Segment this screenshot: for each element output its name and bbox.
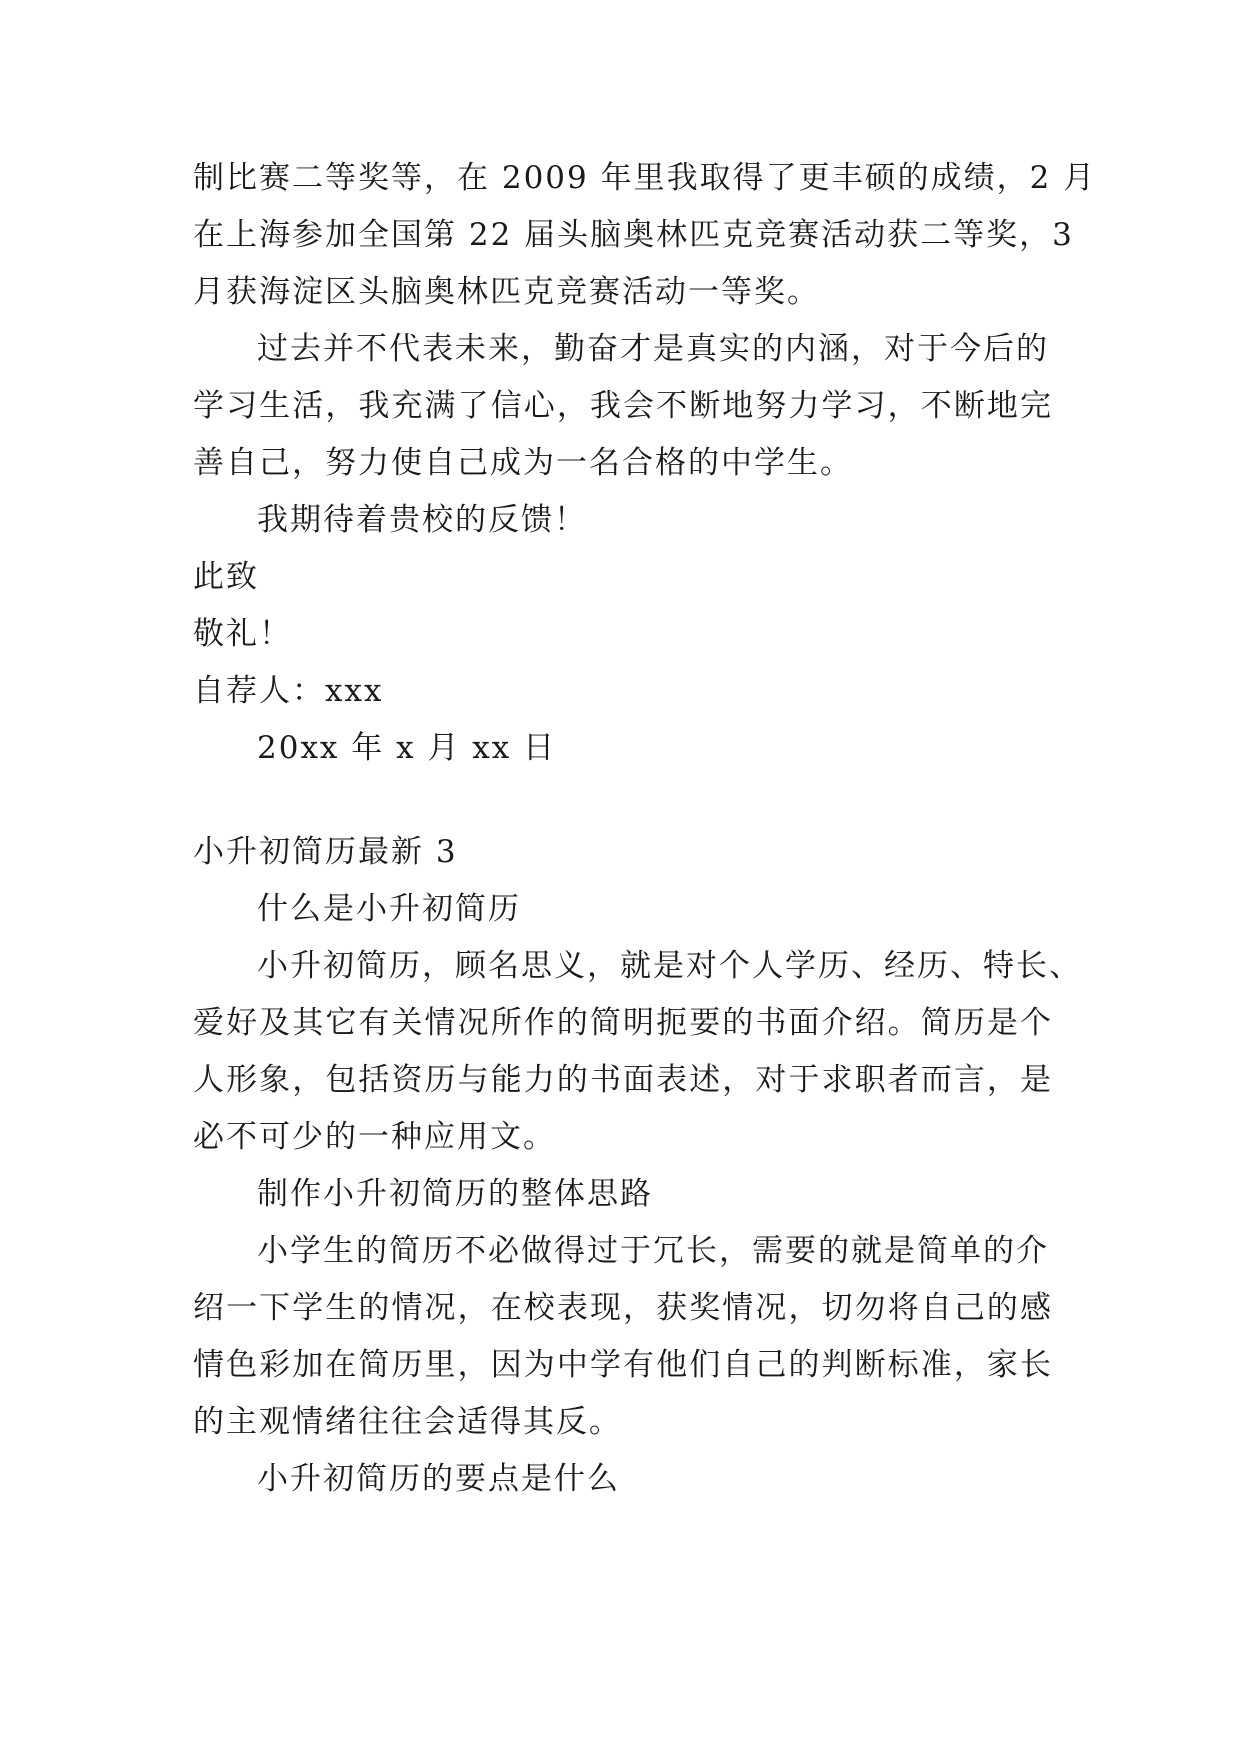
paragraph-line: 在上海参加全国第 22 届头脑奥林匹克竞赛活动获二等奖，3 [193, 217, 1074, 253]
closing-salutation: 此致 [193, 559, 259, 595]
paragraph-line: 爱好及其它有关情况所作的简明扼要的书面介绍。简历是个 [193, 1005, 1053, 1041]
paragraph-line: 制比赛二等奖等，在 2009 年里我取得了更丰硕的成绩，2 月 [193, 160, 1097, 196]
paragraph-line: 学习生活，我充满了信心，我会不断地努力学习，不断地完 [193, 388, 1053, 424]
paragraph-line: 我期待着贵校的反馈！ [257, 502, 587, 538]
subheading: 小升初简历的要点是什么 [257, 1461, 620, 1497]
date-line: 20xx 年 x 月 xx 日 [257, 730, 557, 766]
paragraph-line: 小学生的简历不必做得过于冗长，需要的就是简单的介 [257, 1233, 1049, 1269]
paragraph-line: 的主观情绪往往会适得其反。 [193, 1404, 622, 1440]
paragraph-line: 必不可少的一种应用文。 [193, 1119, 556, 1155]
paragraph-line: 过去并不代表未来，勤奋才是真实的内涵，对于今后的 [257, 331, 1049, 367]
signature-line: 自荐人：xxx [193, 673, 384, 709]
paragraph-line: 绍一下学生的情况，在校表现，获奖情况，切勿将自己的感 [193, 1290, 1053, 1326]
closing-regards: 敬礼！ [193, 616, 292, 652]
paragraph-line: 人形象，包括资历与能力的书面表述，对于求职者而言，是 [193, 1062, 1053, 1098]
paragraph-line: 善自己，努力使自己成为一名合格的中学生。 [193, 445, 853, 481]
section-title: 小升初简历最新 3 [193, 834, 458, 870]
paragraph-line: 月获海淀区头脑奥林匹克竞赛活动一等奖。 [193, 274, 820, 310]
subheading: 制作小升初简历的整体思路 [257, 1176, 653, 1212]
paragraph-line: 小升初简历，顾名思义，就是对个人学历、经历、特长、 [257, 948, 1082, 984]
subheading: 什么是小升初简历 [257, 891, 521, 927]
paragraph-line: 情色彩加在简历里，因为中学有他们自己的判断标准，家长 [193, 1347, 1053, 1383]
